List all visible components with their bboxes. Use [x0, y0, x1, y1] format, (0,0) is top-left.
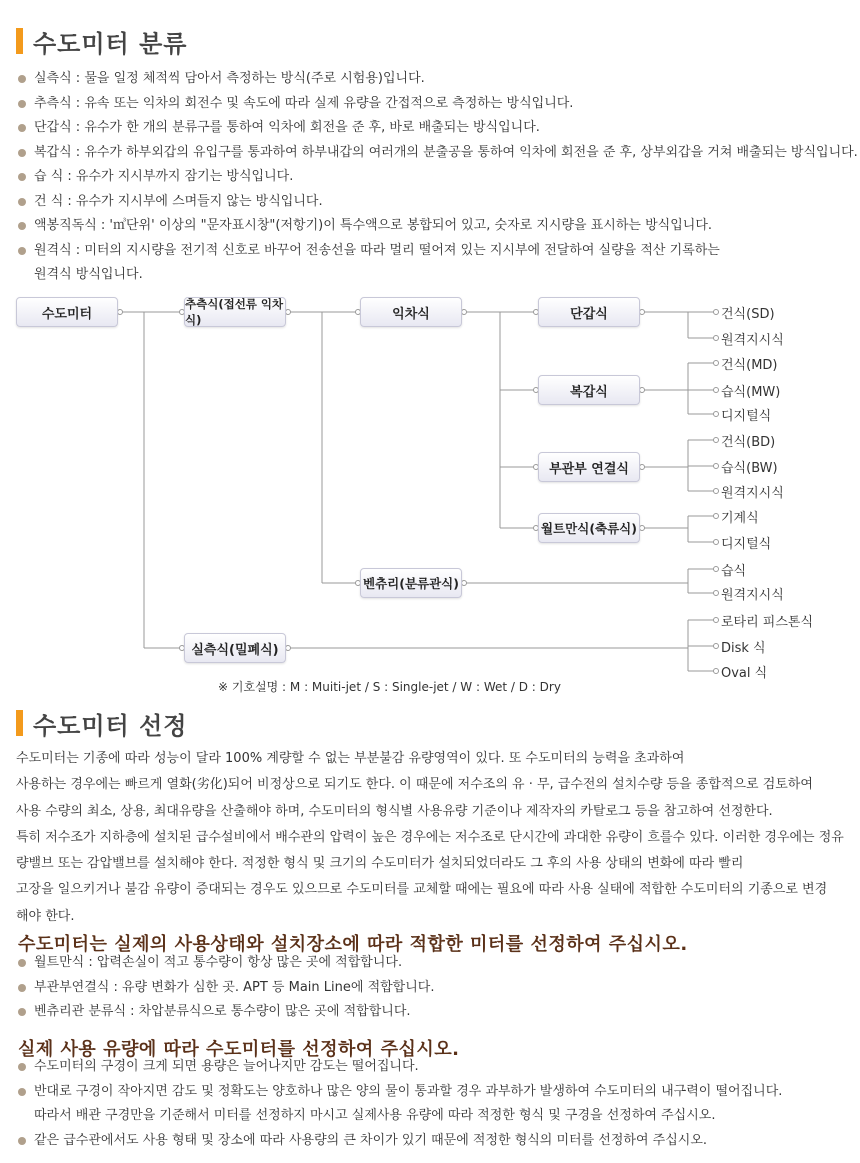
list-item-text: 같은 급수관에서도 사용 형태 및 장소에 따라 사용량의 큰 차이가 있기 때문에 적정한 형식의 미터를 선정하여 주십시오. [34, 1132, 708, 1148]
node-venturi: 벤츄리(분류관식) [360, 568, 462, 598]
node-water-meter: 수도미터 [16, 297, 118, 327]
title-accent-bar [16, 710, 23, 736]
classification-diagram [0, 290, 860, 700]
node-woltman: 월트만식(축류식) [538, 513, 640, 543]
list-item [16, 1000, 435, 1025]
section-title-text: 수도미터 분류 [33, 29, 188, 58]
subheading-installation: 수도미터는 실제의 사용상태와 설치장소에 따라 적합한 미터를 선정하여 주십시오. [18, 934, 688, 955]
bullet-icon [18, 75, 26, 83]
node-impeller: 익차식 [360, 297, 462, 327]
paragraph-line: 수도미터는 기종에 따라 성능이 달라 100% 계량할 수 없는 부분불감 유량영역이 있다. 또 수도미터의 능력을 초과하여 [16, 751, 685, 766]
list-item-text: 액봉직독식 : '㎥단위' 이상의 "문자표시창"(저항기)이 특수액으로 봉합되어 있고, 숫자로 지시량을 표시하는 방식입니다. [34, 218, 713, 233]
list-item-text: 습 식 : 유수가 지시부까지 잠기는 방식입니다. [34, 169, 294, 184]
list-item-text-continued: 원격식 방식입니다. [34, 267, 143, 282]
list-item-text-continued: 따라서 배관 구경만을 기준해서 미터를 선정하지 마시고 실제사용 유량에 따라 적정한 형식 및 구경을 선정하여 주십시오. [34, 1108, 716, 1123]
installation-list [16, 951, 435, 1025]
list-item-text: 부관부연결식 : 유량 변화가 심한 곳. APT 등 Main Line에 적합합니다. [34, 979, 435, 995]
list-item [16, 239, 858, 288]
flow-list [16, 1055, 782, 1153]
bullet-icon [18, 984, 26, 992]
list-item [16, 190, 858, 215]
list-item-text: 수도미터의 구경이 크게 되면 용량은 늘어나지만 감도는 떨어집니다. [34, 1059, 419, 1074]
symbol-legend-note: ※ 기호설명 : M : Muiti-jet / S : Single-jet / W : Wet / D : Dry [218, 680, 561, 694]
list-item-text: 벤츄리관 분류식 : 차압분류식으로 통수량이 많은 곳에 적합합니다. [34, 1004, 411, 1019]
bullet-icon [18, 959, 26, 967]
selection-paragraph [16, 746, 846, 930]
bullet-icon [18, 1137, 26, 1145]
list-item-text: 반대로 구경이 작아지면 감도 및 정확도는 양호하나 많은 양의 물이 통과할 경우 과부하가 발생하여 수도미터의 내구력이 떨어집니다. [34, 1083, 783, 1099]
leaf-disk: Disk 식 [721, 641, 766, 656]
paragraph-line: 량밸브 또는 감압밸브를 설치해야 한다. 적정한 형식 및 크기의 수도미터가 설치되었더라도 그 후의 사용 상태의 변화에 따라 빨리 [16, 856, 744, 872]
node-pipe-connection: 부관부 연결식 [538, 452, 640, 482]
leaf-multi-dry: 건식(MD) [721, 358, 778, 373]
list-item-text: 월트만식 : 압력손실이 적고 통수량이 항상 많은 곳에 적합합니다. [34, 955, 403, 970]
section-title-classification [16, 26, 187, 56]
leaf-pipe-wet: 습식(BW) [721, 461, 778, 476]
node-multi-jet: 복갑식 [538, 375, 640, 405]
leaf-woltman-mechanical: 기계식 [721, 511, 759, 526]
section-title-selection [16, 708, 187, 738]
leaf-pipe-remote: 원격지시식 [721, 486, 784, 501]
bullet-icon [18, 149, 26, 157]
list-item-text: 단갑식 : 유수가 한 개의 분류구를 통하여 익차에 회전을 준 후, 바로 배출되는 방식입니다. [34, 120, 540, 135]
paragraph-line: 특히 저수조가 지하층에 설치된 급수설비에서 배수관의 압력이 높은 경우에는 저수조로 단시간에 과대한 유량이 흐를수 있다. 이러한 경우에는 정유 [16, 829, 844, 845]
subheading-flow: 실제 사용 유량에 따라 수도미터를 선정하여 주십시오. [18, 1039, 460, 1060]
list-item-text: 실측식 : 물을 일정 체적씩 담아서 측정하는 방식(주로 시험용)입니다. [34, 71, 425, 86]
leaf-multi-digital: 디지털식 [721, 409, 772, 424]
bullet-icon [18, 100, 26, 108]
bullet-icon [18, 173, 26, 181]
leaf-single-remote: 원격지시식 [721, 333, 784, 348]
section-title-text: 수도미터 선정 [33, 711, 188, 740]
bullet-icon [18, 1063, 26, 1071]
leaf-woltman-digital: 디지털식 [721, 537, 772, 552]
bullet-icon [18, 247, 26, 255]
paragraph-line: 해야 한다. [16, 908, 75, 924]
classification-list [16, 67, 858, 288]
list-item [16, 67, 858, 92]
list-item [16, 1129, 782, 1154]
title-accent-bar [16, 28, 23, 54]
list-item [16, 165, 858, 190]
bullet-icon [18, 222, 26, 230]
list-item-text: 건 식 : 유수가 지시부에 스며들지 않는 방식입니다. [34, 193, 323, 209]
list-item [16, 1080, 782, 1129]
node-single-jet: 단갑식 [538, 297, 640, 327]
list-item [16, 976, 435, 1001]
leaf-pipe-dry: 건식(BD) [721, 435, 776, 450]
list-item [16, 214, 858, 239]
node-inferential: 추측식(접선류 익차식) [184, 297, 286, 327]
paragraph-line: 고장을 일으키거나 불감 유량이 증대되는 경우도 있으므로 수도미터를 교체할 때에는 필요에 따라 사용 실태에 적합한 수도미터의 기종으로 변경 [16, 882, 828, 898]
list-item [16, 92, 858, 117]
node-positive-displacement: 실측식(밀폐식) [184, 633, 286, 663]
bullet-icon [18, 1008, 26, 1016]
list-item-text: 복갑식 : 유수가 하부외갑의 유입구를 통과하여 하부내갑의 여러개의 분출공을 통하여 익차에 회전을 준 후, 상부외갑을 거쳐 배출되는 방식입니다. [34, 144, 858, 160]
paragraph-line: 사용하는 경우에는 빠르게 열화(劣化)되어 비정상으로 되기도 한다. 이 때문에 저수조의 유 · 무, 급수전의 설치수량 등을 종합적으로 검토하여 [16, 777, 813, 793]
bullet-icon [18, 1088, 26, 1096]
list-item [16, 1055, 782, 1080]
leaf-venturi-remote: 원격지시식 [721, 588, 784, 603]
list-item [16, 951, 435, 976]
paragraph-line: 사용 수량의 최소, 상용, 최대유량을 산출해야 하며, 수도미터의 형식별 사용유량 기준이나 제작자의 카탈로그 등을 참고하여 선정한다. [16, 803, 773, 819]
leaf-oval: Oval 식 [721, 666, 768, 681]
bullet-icon [18, 198, 26, 206]
list-item-text: 원격식 : 미터의 지시량을 전기적 신호로 바꾸어 전송선을 따라 멀리 떨어져 있는 지시부에 전달하여 실량을 적산 기록하는 [34, 242, 720, 258]
leaf-rotary-piston: 로타리 피스톤식 [721, 615, 814, 630]
leaf-multi-wet: 습식(MW) [721, 385, 781, 400]
leaf-venturi-wet: 습식 [721, 564, 747, 579]
list-item [16, 141, 858, 166]
leaf-single-dry: 건식(SD) [721, 307, 775, 322]
list-item-text: 추측식 : 유속 또는 익차의 회전수 및 속도에 따라 실제 유량을 간접적으로 측정하는 방식입니다. [34, 95, 574, 111]
bullet-icon [18, 124, 26, 132]
list-item [16, 116, 858, 141]
